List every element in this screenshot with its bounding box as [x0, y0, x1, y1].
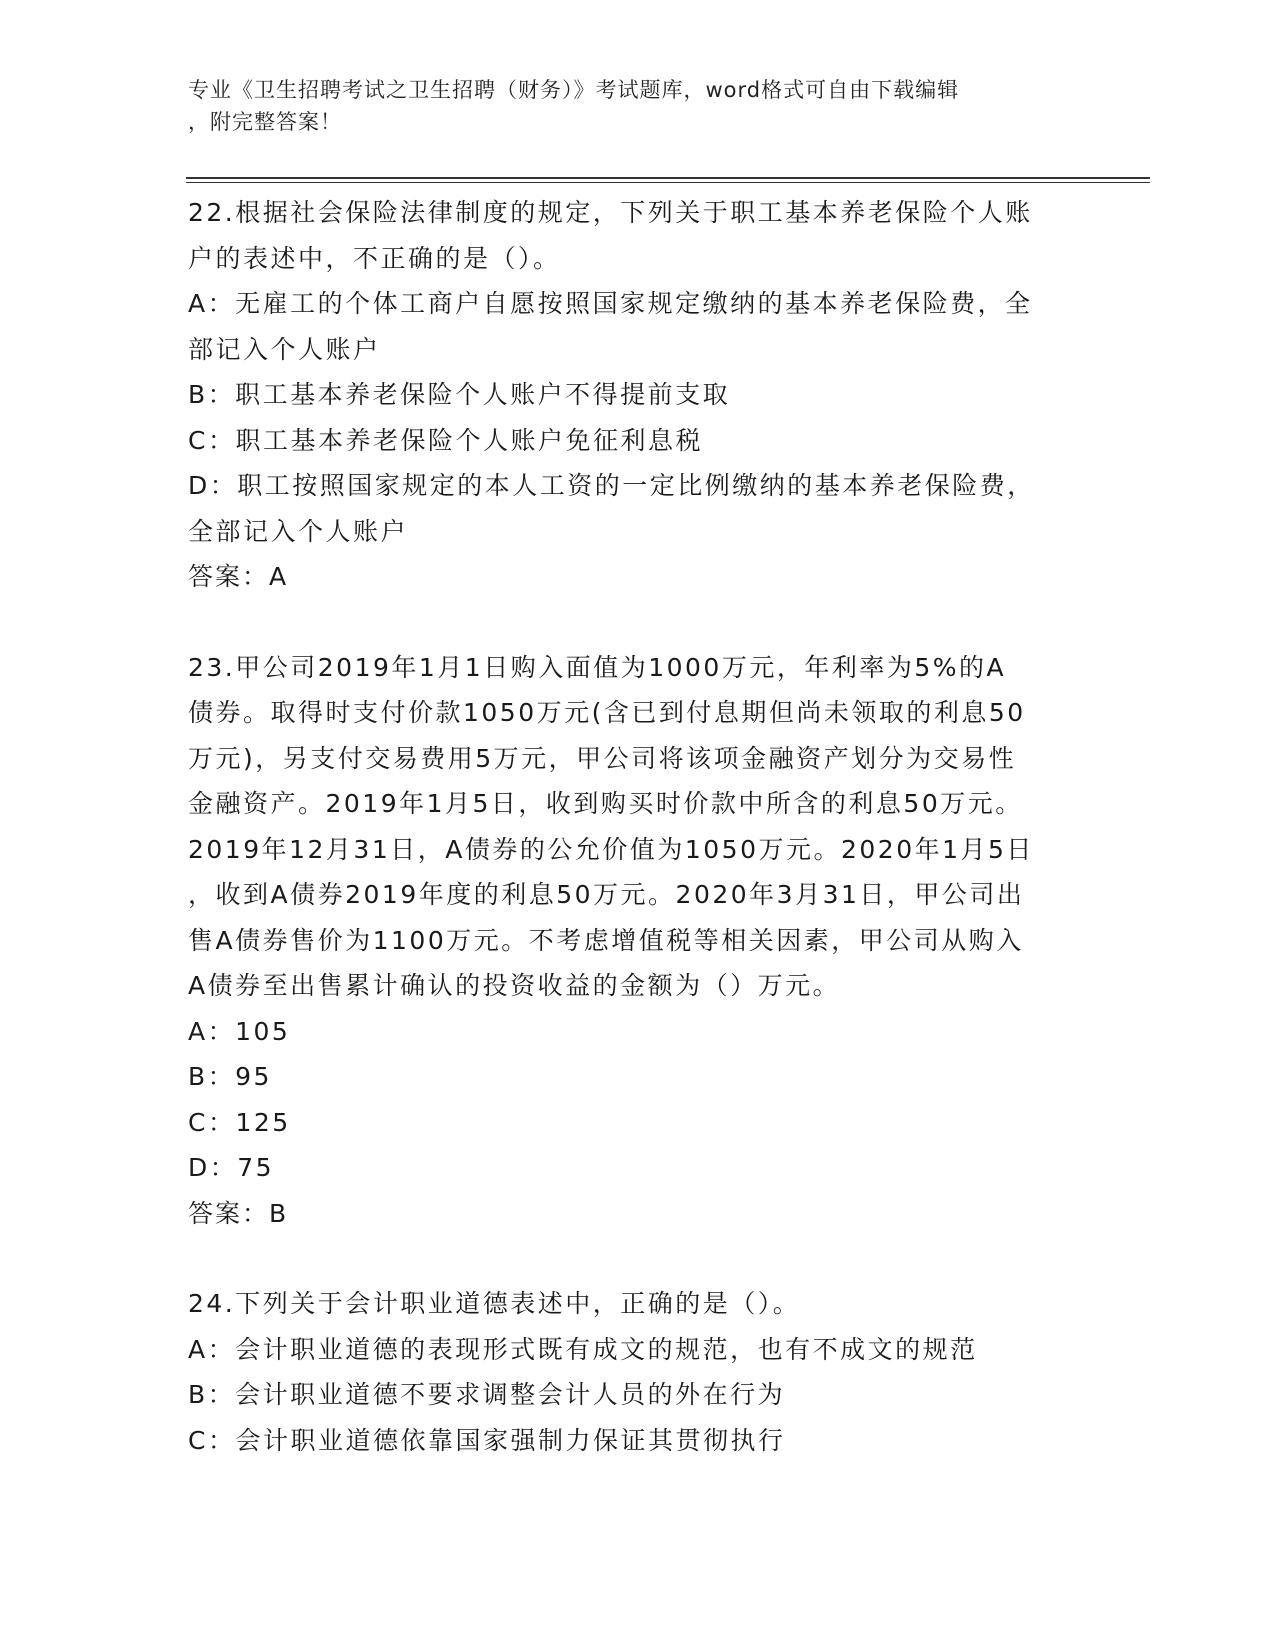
option-a: A：无雇工的个体工商户自愿按照国家规定缴纳的基本养老保险费，全	[188, 289, 1033, 318]
question-22	[188, 190, 1088, 600]
header-title-line-continued: ，附完整答案！	[188, 110, 342, 134]
option-d-continued: 全部记入个人账户	[188, 516, 409, 546]
question-stem-line: 户的表述中，不正确的是（）。	[188, 243, 561, 273]
document-header	[188, 74, 1068, 138]
question-stem-line: 金融资产。2019年1月5日，收到购买时价款中所含的利息50万元。	[188, 789, 1023, 818]
question-spacer	[188, 600, 1088, 645]
option-a: A：会计职业道德的表现形式既有成文的规范，也有不成文的规范	[188, 1334, 978, 1364]
question-stem-line: 售A债券售价为1100万元。不考虑增值税等相关因素，甲公司从购入	[188, 925, 1024, 955]
option-c: C：125	[188, 1107, 291, 1137]
answer-line: 答案：A	[188, 562, 289, 591]
header-divider-thin	[186, 182, 1150, 183]
question-stem-line: ，收到A债券2019年度的利息50万元。2020年3月31日，甲公司出	[188, 880, 1025, 909]
question-stem-line: 万元)，另支付交易费用5万元，甲公司将该项金融资产划分为交易性	[188, 743, 1017, 773]
question-stem-line: A债券至出售累计确认的投资收益的金额为（）万元。	[188, 971, 841, 1000]
question-stem-line: 债券。取得时支付价款1050万元(含已到付息期但尚未领取的利息50	[188, 698, 1026, 727]
option-d: D：75	[188, 1153, 275, 1182]
option-b: B：95	[188, 1062, 272, 1091]
option-b: B：职工基本养老保险个人账户不得提前支取	[188, 380, 731, 409]
option-c: C：职工基本养老保险个人账户免征利息税	[188, 425, 703, 455]
question-stem-line: 2019年12月31日，A债券的公允价值为1050万元。2020年1月5日	[188, 834, 1034, 864]
question-stem-line: 24.下列关于会计职业道德表述中，正确的是（）。	[188, 1289, 801, 1318]
answer-line: 答案：B	[188, 1198, 289, 1228]
question-23	[188, 645, 1088, 1237]
question-list	[188, 190, 1088, 1463]
option-d: D：职工按照国家规定的本人工资的一定比例缴纳的基本养老保险费，	[188, 471, 1035, 500]
question-stem-line: 22.根据社会保险法律制度的规定，下列关于职工基本养老保险个人账	[188, 198, 1033, 227]
header-divider-thick	[186, 177, 1150, 179]
option-c: C：会计职业道德依靠国家强制力保证其贯彻执行	[188, 1425, 786, 1455]
question-stem-line: 23.甲公司2019年1月1日购入面值为1000万元，年利率为5%的A	[188, 652, 1007, 682]
question-spacer	[188, 1236, 1088, 1281]
header-title-line: 专业《卫生招聘考试之卫生招聘（财务）》考试题库，word格式可自由下载编辑	[188, 78, 960, 102]
option-b: B：会计职业道德不要求调整会计人员的外在行为	[188, 1380, 786, 1409]
option-a-continued: 部记入个人账户	[188, 334, 381, 364]
question-24	[188, 1281, 1088, 1463]
option-a: A：105	[188, 1016, 291, 1046]
